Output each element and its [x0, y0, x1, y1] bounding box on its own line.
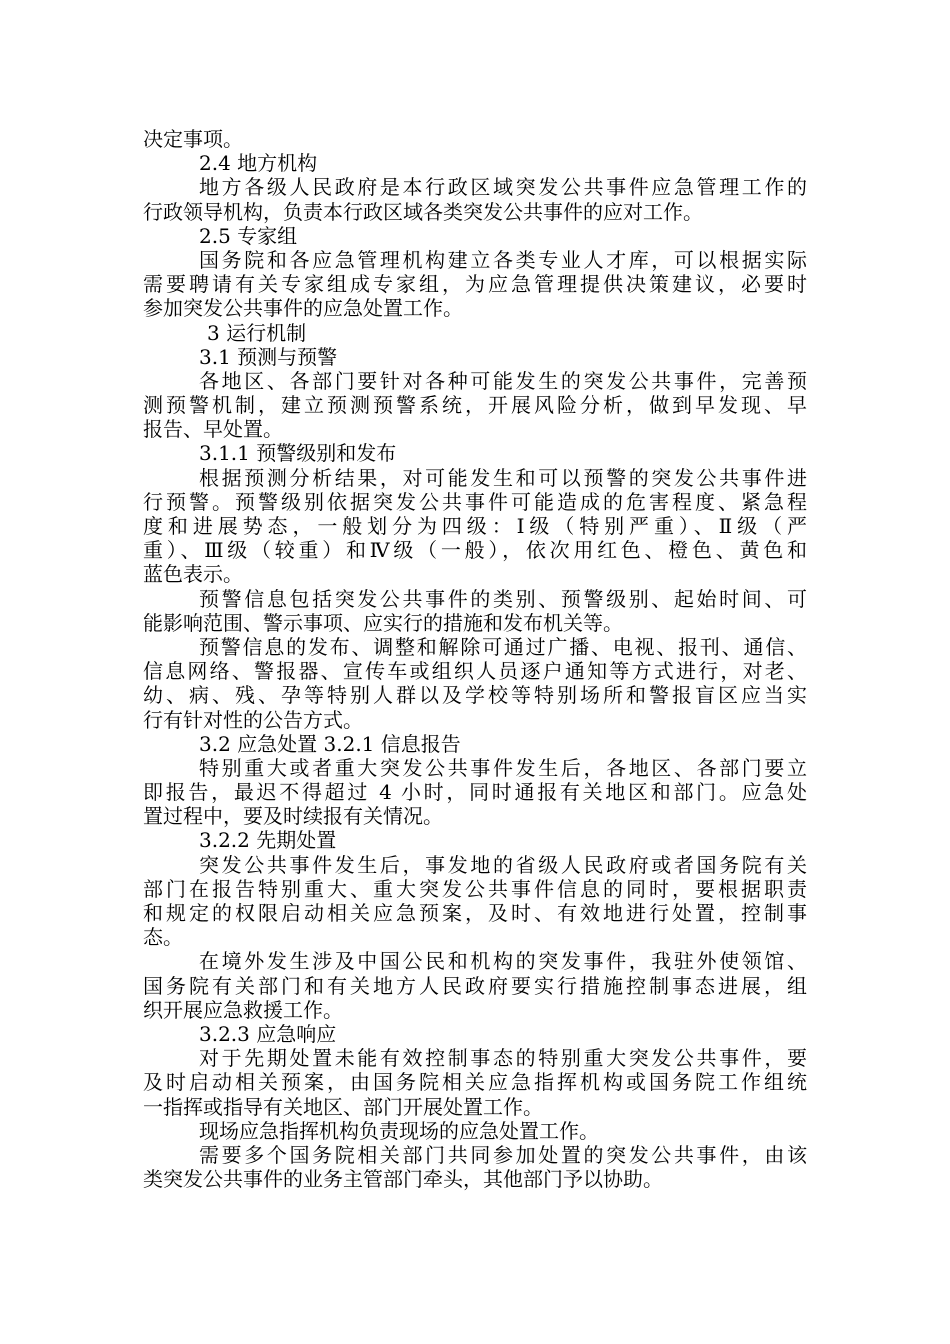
text-line: 国务院有关部门和有关地方人民政府要实行措施控制事态进展，组 — [143, 973, 807, 998]
text-line: 地方各级人民政府是本行政区域突发公共事件应急管理工作的 — [199, 175, 807, 200]
text-line: 参加突发公共事件的应急处置工作。 — [143, 296, 463, 321]
text-line: 织开展应急救援工作。 — [143, 997, 343, 1022]
text-line: 测预警机制，建立预测预警系统，开展风险分析，做到早发现、早 — [143, 393, 807, 418]
text-line: 3.1.1 预警级别和发布 — [199, 441, 397, 466]
text-line: 现场应急指挥机构负责现场的应急处置工作。 — [199, 1118, 599, 1143]
text-line: 度和进展势态，一般划分为四级：Ⅰ级（特别严重）、Ⅱ级（严 — [143, 514, 807, 538]
text-line: 在境外发生涉及中国公民和机构的突发事件，我驻外使领馆、 — [199, 949, 807, 974]
text-line: 置过程中，要及时续报有关情况。 — [143, 804, 443, 829]
text-line: 需要多个国务院相关部门共同参加处置的突发公共事件，由该 — [199, 1142, 807, 1167]
text-line: 特别重大或者重大突发公共事件发生后，各地区、各部门要立 — [199, 755, 807, 780]
document-page — [143, 127, 807, 1191]
text-line: 3 运行机制 — [207, 320, 307, 345]
text-line: 3.2.2 先期处置 — [199, 828, 337, 853]
text-line: 信息网络、警报器、宣传车或组织人员逐户通知等方式进行，对老、 — [143, 659, 807, 684]
text-line: 即报告，最迟不得超过 4 小时，同时通报有关地区和部门。应急处 — [143, 780, 807, 805]
text-line: 3.2.3 应急响应 — [199, 1021, 337, 1046]
text-line: 和规定的权限启动相关应急预案，及时、有效地进行处置，控制事 — [143, 901, 807, 925]
text-line: 需要聘请有关专家组成专家组，为应急管理提供决策建议，必要时 — [143, 272, 807, 297]
text-line: 蓝色表示。 — [143, 562, 243, 587]
text-line: 国务院和各应急管理机构建立各类专业人才库，可以根据实际 — [199, 247, 807, 272]
text-line: 2.5 专家组 — [199, 223, 298, 248]
text-line: 及时启动相关预案，由国务院相关应急指挥机构或国务院工作组统 — [143, 1070, 807, 1095]
text-line: 预警信息包括突发公共事件的类别、预警级别、起始时间、可 — [199, 586, 807, 611]
text-line: 类突发公共事件的业务主管部门牵头，其他部门予以协助。 — [143, 1167, 663, 1192]
text-line: 部门在报告特别重大、重大突发公共事件信息的同时，要根据职责 — [143, 876, 807, 901]
text-line: 行政领导机构，负责本行政区域各类突发公共事件的应对工作。 — [143, 199, 703, 224]
text-line: 根据预测分析结果，对可能发生和可以预警的突发公共事件进 — [199, 465, 807, 490]
text-line: 行有针对性的公告方式。 — [143, 707, 363, 732]
text-line: 预警信息的发布、调整和解除可通过广播、电视、报刊、通信、 — [199, 634, 807, 659]
text-line: 3.1 预测与预警 — [199, 344, 338, 369]
text-line: 报告、早处置。 — [143, 417, 283, 442]
text-line: 态。 — [143, 925, 183, 950]
text-line: 决定事项。 — [143, 127, 243, 151]
text-line: 突发公共事件发生后，事发地的省级人民政府或者国务院有关 — [199, 852, 807, 877]
text-line: 对于先期处置未能有效控制事态的特别重大突发公共事件，要 — [199, 1046, 807, 1071]
text-line: 一指挥或指导有关地区、部门开展处置工作。 — [143, 1094, 543, 1119]
text-line: 重）、Ⅲ级（较重）和Ⅳ级（一般），依次用红色、橙色、黄色和 — [143, 538, 807, 563]
text-line: 3.2 应急处置 3.2.1 信息报告 — [199, 731, 461, 756]
text-line: 2.4 地方机构 — [199, 151, 318, 176]
text-line: 各地区、各部门要针对各种可能发生的突发公共事件，完善预 — [199, 368, 807, 393]
text-line: 能影响范围、警示事项、应实行的措施和发布机关等。 — [143, 610, 623, 635]
text-line: 幼、病、残、孕等特别人群以及学校等特别场所和警报盲区应当实 — [143, 683, 807, 708]
text-line: 行预警。预警级别依据突发公共事件可能造成的危害程度、紧急程 — [143, 489, 807, 514]
